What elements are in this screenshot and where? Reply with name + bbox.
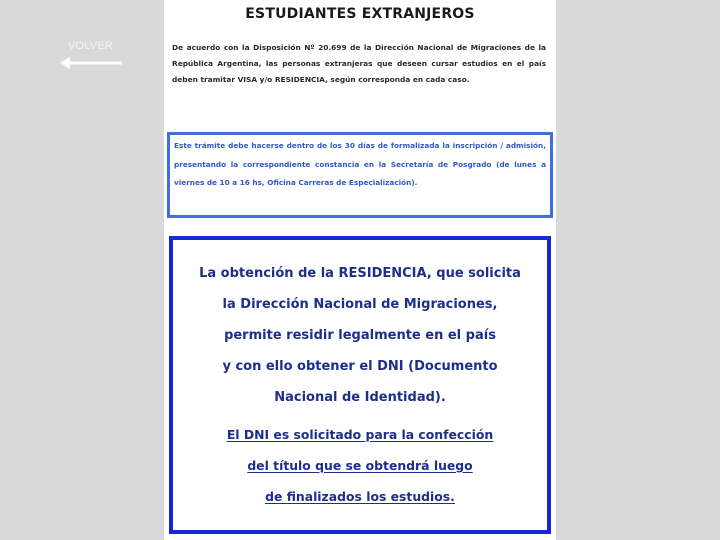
- notice-box: [167, 132, 553, 218]
- dni-text: [173, 419, 547, 512]
- residence-line: permite residir legalmente en el país: [224, 328, 496, 343]
- residence-box: [169, 236, 551, 534]
- notice-paragraph: Este trámite debe hacerse dentro de los 30 días de formalizada la inscripción / admisión, presentando la correspondiente constancia en la Secretaría de Posgrado (de lunes a viernes de 10 a 16 hs, Oficina Carreras de Especialización).: [174, 141, 546, 187]
- residence-line: Nacional de Identidad).: [274, 390, 446, 405]
- residence-line: la Dirección Nacional de Migraciones,: [222, 297, 498, 312]
- residence-line: La obtención de la RESIDENCIA, que solicita: [199, 266, 521, 281]
- document-title: ESTUDIANTES EXTRANJEROS: [245, 6, 475, 22]
- dni-line: El DNI es solicitado para la confección: [226, 427, 494, 442]
- arrow-left-icon: [60, 56, 124, 70]
- document-page: [164, 0, 556, 540]
- dni-line: del título que se obtendrá luego: [247, 458, 473, 473]
- residence-text: [173, 258, 547, 413]
- intro-paragraph: De acuerdo con la Disposición Nº 20.699 de la Dirección Nacional de Migraciones de la República Argentina, las personas extranjeras que deseen cursar estudios en el país deben tramitar VISA y/o RESIDENCIA, según corresponda en cada caso.: [172, 43, 546, 85]
- dni-line: de finalizados los estudios.: [265, 489, 455, 504]
- residence-line: y con ello obtener el DNI (Documento: [222, 359, 498, 374]
- back-button[interactable]: [60, 40, 126, 74]
- back-label: VOLVER: [68, 40, 114, 52]
